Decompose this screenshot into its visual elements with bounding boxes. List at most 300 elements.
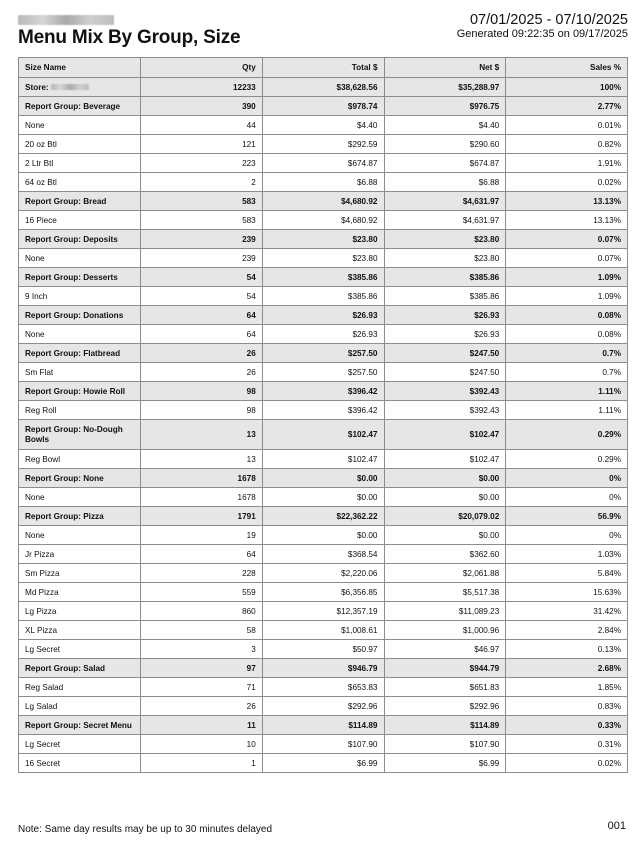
cell-total: [262, 401, 384, 420]
cell-total-text: $674.87: [347, 158, 378, 168]
cell-total: [262, 363, 384, 382]
cell-qty-text: 3: [251, 644, 256, 654]
cell-qty-text: 64: [246, 329, 256, 339]
cell-total-text: $0.00: [357, 530, 378, 540]
cell-sales-pct: [506, 545, 628, 564]
cell-qty-text: 10: [246, 739, 256, 749]
cell-sales-pct-text: 15.63%: [593, 587, 621, 597]
cell-qty-text: 64: [246, 549, 256, 559]
cell-net: [384, 450, 506, 469]
cell-size-name: [19, 325, 141, 344]
cell-qty-text: 12233: [232, 82, 256, 92]
cell-net: [384, 564, 506, 583]
cell-sales-pct: [506, 735, 628, 754]
cell-qty: [141, 363, 263, 382]
cell-qty-text: 98: [246, 405, 256, 415]
cell-sales-pct: [506, 154, 628, 173]
cell-sales-pct-text: 0.82%: [597, 139, 621, 149]
cell-total-text: $6.99: [357, 758, 378, 768]
cell-sales-pct-text: 0.83%: [597, 701, 621, 711]
cell-net-text: $23.80: [474, 234, 500, 244]
cell-total-text: $23.80: [352, 253, 378, 263]
cell-size-name: [19, 230, 141, 249]
cell-qty: [141, 173, 263, 192]
cell-sales-pct-text: 2.84%: [597, 625, 621, 635]
cell-qty-text: 54: [246, 272, 256, 282]
cell-total-text: $107.90: [347, 739, 378, 749]
cell-net: [384, 268, 506, 287]
cell-net: [384, 363, 506, 382]
cell-size-name: [19, 583, 141, 602]
cell-net-text: $102.47: [469, 454, 500, 464]
cell-size-name: [19, 211, 141, 230]
cell-qty: [141, 287, 263, 306]
cell-qty: [141, 420, 263, 450]
cell-total: [262, 564, 384, 583]
table-row: [19, 249, 628, 268]
cell-net-text: $2,061.88: [462, 568, 500, 578]
cell-qty-text: 2: [251, 177, 256, 187]
table-body: [19, 78, 628, 773]
cell-size-name-text: Lg Salad: [25, 701, 58, 711]
redacted-store-id: [51, 84, 89, 90]
cell-total-text: $26.93: [352, 310, 378, 320]
cell-qty: [141, 450, 263, 469]
cell-size-name-text: Report Group: Flatbread: [25, 348, 121, 358]
group-row: [19, 507, 628, 526]
cell-size-name: [19, 735, 141, 754]
cell-total: [262, 488, 384, 507]
cell-size-name-text: None: [25, 329, 45, 339]
cell-qty-text: 390: [242, 101, 256, 111]
table-row: [19, 526, 628, 545]
footer-note: Note: Same day results may be up to 30 minutes delayed: [18, 824, 273, 835]
cell-sales-pct-text: 0.31%: [597, 739, 621, 749]
cell-qty-text: 13: [246, 429, 256, 439]
cell-sales-pct: [506, 230, 628, 249]
table-row: [19, 401, 628, 420]
cell-sales-pct: [506, 192, 628, 211]
cell-total: [262, 211, 384, 230]
cell-qty: [141, 325, 263, 344]
cell-net: [384, 640, 506, 659]
menu-mix-table: [18, 57, 628, 773]
cell-net-text: $290.60: [469, 139, 500, 149]
group-row: [19, 97, 628, 116]
cell-total: [262, 583, 384, 602]
cell-sales-pct-text: 31.42%: [593, 606, 621, 616]
cell-size-name: [19, 716, 141, 735]
cell-qty: [141, 268, 263, 287]
cell-total: [262, 306, 384, 325]
cell-qty-text: 58: [246, 625, 256, 635]
cell-size-name: [19, 306, 141, 325]
cell-qty-text: 583: [242, 196, 256, 206]
cell-total-text: $946.79: [347, 663, 378, 673]
cell-total: [262, 97, 384, 116]
cell-size-name-text: Report Group: Deposits: [25, 234, 118, 244]
cell-total: [262, 754, 384, 773]
cell-net: [384, 249, 506, 268]
cell-net-text: $0.00: [478, 530, 500, 540]
table-row: [19, 697, 628, 716]
cell-sales-pct: [506, 116, 628, 135]
cell-net: [384, 306, 506, 325]
cell-qty-text: 44: [246, 120, 256, 130]
store-total-row: [19, 78, 628, 97]
cell-sales-pct-text: 0%: [609, 473, 621, 483]
cell-total-text: $4.40: [357, 120, 378, 130]
table-row: [19, 621, 628, 640]
cell-qty: [141, 344, 263, 363]
cell-size-name-text: Reg Roll: [25, 405, 57, 415]
cell-size-name-text: Report Group: Secret Menu: [25, 720, 132, 730]
cell-size-name: [19, 621, 141, 640]
cell-net-text: $385.86: [469, 291, 500, 301]
cell-size-name-text: None: [25, 530, 45, 540]
cell-total: [262, 325, 384, 344]
cell-qty: [141, 230, 263, 249]
cell-net-text: $102.47: [469, 429, 500, 439]
cell-size-name-text: Report Group: No-Dough Bowls: [25, 424, 123, 444]
cell-total-text: $50.97: [352, 644, 378, 654]
cell-sales-pct: [506, 583, 628, 602]
table-row: [19, 754, 628, 773]
cell-sales-pct-text: 1.91%: [597, 158, 621, 168]
cell-size-name-text: Store:: [25, 82, 49, 92]
cell-total-text: $385.86: [347, 272, 378, 282]
cell-net: [384, 526, 506, 545]
cell-sales-pct: [506, 602, 628, 621]
cell-total: [262, 469, 384, 488]
cell-qty: [141, 192, 263, 211]
cell-sales-pct-text: 13.13%: [593, 196, 621, 206]
cell-net-text: $976.75: [469, 101, 500, 111]
cell-net-text: $114.89: [470, 720, 500, 730]
cell-net: [384, 621, 506, 640]
cell-total: [262, 268, 384, 287]
cell-net-text: $35,288.97: [458, 82, 500, 92]
cell-qty-text: 239: [242, 253, 256, 263]
cell-net: [384, 716, 506, 735]
cell-size-name: [19, 344, 141, 363]
cell-size-name: [19, 382, 141, 401]
cell-net-text: $4.40: [478, 120, 500, 130]
cell-size-name-text: Md Pizza: [25, 587, 59, 597]
cell-sales-pct: [506, 249, 628, 268]
cell-size-name-text: None: [25, 120, 45, 130]
cell-sales-pct-text: 0.02%: [597, 177, 621, 187]
cell-size-name: [19, 507, 141, 526]
cell-total-text: $4,680.92: [341, 215, 378, 225]
cell-size-name: [19, 545, 141, 564]
cell-total-text: $0.00: [357, 492, 378, 502]
cell-size-name: [19, 488, 141, 507]
cell-size-name: [19, 192, 141, 211]
cell-qty: [141, 135, 263, 154]
cell-sales-pct-text: 0.08%: [597, 329, 621, 339]
cell-total-text: $978.74: [347, 101, 378, 111]
cell-qty-text: 64: [246, 310, 256, 320]
cell-sales-pct: [506, 173, 628, 192]
cell-sales-pct: [506, 420, 628, 450]
cell-total-text: $2,220.06: [341, 568, 378, 578]
cell-sales-pct-text: 0.07%: [597, 234, 621, 244]
report-header: [18, 12, 628, 52]
cell-size-name-text: Sm Pizza: [25, 568, 60, 578]
cell-qty: [141, 469, 263, 488]
cell-qty-text: 121: [242, 139, 256, 149]
cell-qty: [141, 401, 263, 420]
cell-total: [262, 678, 384, 697]
page-title: Menu Mix By Group, Size: [18, 27, 241, 48]
cell-sales-pct: [506, 401, 628, 420]
cell-sales-pct-text: 2.77%: [597, 101, 621, 111]
cell-net: [384, 230, 506, 249]
cell-sales-pct: [506, 640, 628, 659]
cell-total: [262, 735, 384, 754]
cell-total: [262, 420, 384, 450]
cell-sales-pct-text: 2.68%: [597, 663, 621, 673]
cell-size-name-text: Jr Pizza: [25, 549, 55, 559]
table-row: [19, 287, 628, 306]
cell-net: [384, 154, 506, 173]
column-header-qty: Qty: [141, 58, 263, 78]
cell-net: [384, 211, 506, 230]
column-header-size-name: Size Name: [19, 58, 141, 78]
cell-net: [384, 287, 506, 306]
table-row: [19, 116, 628, 135]
cell-net-text: $362.60: [469, 549, 500, 559]
column-header-sales-pct: Sales %: [506, 58, 628, 78]
cell-total: [262, 659, 384, 678]
cell-size-name: [19, 116, 141, 135]
cell-sales-pct: [506, 306, 628, 325]
group-row: [19, 192, 628, 211]
cell-size-name: [19, 287, 141, 306]
table-row: [19, 545, 628, 564]
cell-sales-pct: [506, 697, 628, 716]
cell-total: [262, 450, 384, 469]
cell-qty-text: 1678: [237, 492, 256, 502]
table-row: [19, 488, 628, 507]
cell-total-text: $385.86: [347, 291, 378, 301]
cell-net-text: $107.90: [469, 739, 500, 749]
cell-total: [262, 545, 384, 564]
cell-size-name: [19, 268, 141, 287]
cell-size-name-text: Lg Secret: [25, 739, 61, 749]
cell-total-text: $6,356.85: [341, 587, 378, 597]
table-row: [19, 602, 628, 621]
cell-sales-pct: [506, 382, 628, 401]
cell-sales-pct-text: 0.07%: [597, 253, 621, 263]
table-row: [19, 735, 628, 754]
cell-total-text: $292.59: [347, 139, 378, 149]
cell-qty-text: 239: [242, 234, 256, 244]
cell-total-text: $396.42: [347, 386, 378, 396]
cell-size-name-text: Report Group: Pizza: [25, 511, 104, 521]
cell-size-name: [19, 697, 141, 716]
table-row: [19, 173, 628, 192]
cell-size-name-text: Report Group: None: [25, 473, 104, 483]
cell-qty-text: 26: [246, 701, 256, 711]
group-row: [19, 716, 628, 735]
table-row: [19, 363, 628, 382]
cell-size-name-text: 20 oz Btl: [25, 139, 57, 149]
cell-total-text: $396.42: [347, 405, 378, 415]
cell-sales-pct: [506, 526, 628, 545]
cell-size-name-text: Lg Secret: [25, 644, 61, 654]
table-row: [19, 450, 628, 469]
group-row: [19, 306, 628, 325]
cell-size-name: [19, 78, 141, 97]
cell-net-text: $292.96: [469, 701, 500, 711]
cell-net-text: $23.80: [474, 253, 500, 263]
cell-size-name: [19, 602, 141, 621]
cell-sales-pct: [506, 97, 628, 116]
cell-net: [384, 135, 506, 154]
cell-qty-text: 223: [242, 158, 256, 168]
cell-net: [384, 325, 506, 344]
cell-size-name-text: Sm Flat: [25, 367, 54, 377]
table-row: [19, 135, 628, 154]
cell-sales-pct-text: 0%: [609, 492, 621, 502]
cell-qty: [141, 735, 263, 754]
cell-qty-text: 559: [242, 587, 256, 597]
cell-net: [384, 420, 506, 450]
cell-sales-pct-text: 0.7%: [602, 348, 621, 358]
cell-qty-text: 860: [242, 606, 256, 616]
cell-size-name: [19, 526, 141, 545]
cell-total: [262, 154, 384, 173]
cell-sales-pct-text: 0.7%: [602, 367, 621, 377]
cell-qty-text: 1678: [237, 473, 256, 483]
cell-qty: [141, 97, 263, 116]
cell-size-name: [19, 640, 141, 659]
cell-total-text: $6.88: [357, 177, 378, 187]
cell-size-name-text: None: [25, 253, 45, 263]
cell-net-text: $6.88: [478, 177, 500, 187]
cell-net: [384, 583, 506, 602]
cell-qty-text: 583: [242, 215, 256, 225]
cell-sales-pct: [506, 287, 628, 306]
cell-total: [262, 382, 384, 401]
group-row: [19, 268, 628, 287]
cell-size-name-text: Report Group: Salad: [25, 663, 106, 673]
cell-size-name-text: Reg Bowl: [25, 454, 61, 464]
cell-net-text: $4,631.97: [462, 215, 500, 225]
cell-qty: [141, 526, 263, 545]
cell-qty: [141, 78, 263, 97]
cell-size-name-text: Report Group: Desserts: [25, 272, 118, 282]
cell-qty-text: 13: [246, 454, 256, 464]
cell-sales-pct-text: 1.09%: [597, 291, 621, 301]
cell-total-text: $257.50: [347, 367, 378, 377]
cell-total-text: $1,008.61: [341, 625, 378, 635]
cell-net: [384, 697, 506, 716]
generated-timestamp: Generated 09:22:35 on 09/17/2025: [456, 28, 628, 40]
cell-size-name: [19, 135, 141, 154]
cell-net: [384, 78, 506, 97]
cell-qty: [141, 659, 263, 678]
group-row: [19, 230, 628, 249]
cell-sales-pct-text: 1.11%: [598, 386, 621, 396]
cell-qty: [141, 564, 263, 583]
cell-total: [262, 287, 384, 306]
cell-net-text: $651.83: [469, 682, 500, 692]
cell-total-text: $38,628.56: [336, 82, 378, 92]
cell-qty: [141, 507, 263, 526]
cell-size-name: [19, 154, 141, 173]
date-range: 07/01/2025 - 07/10/2025: [469, 12, 628, 28]
cell-qty: [141, 640, 263, 659]
cell-sales-pct: [506, 469, 628, 488]
cell-qty: [141, 306, 263, 325]
cell-qty-text: 228: [242, 568, 256, 578]
cell-net: [384, 507, 506, 526]
cell-sales-pct: [506, 507, 628, 526]
cell-net-text: $11,089.23: [458, 606, 500, 616]
cell-size-name-text: 16 Secret: [25, 758, 61, 768]
cell-total-text: $102.47: [347, 429, 378, 439]
cell-size-name: [19, 249, 141, 268]
cell-sales-pct-text: 13.13%: [593, 215, 621, 225]
cell-net-text: $247.50: [469, 367, 500, 377]
cell-qty: [141, 678, 263, 697]
cell-qty: [141, 716, 263, 735]
cell-qty: [141, 211, 263, 230]
cell-net: [384, 192, 506, 211]
cell-total-text: $22,362.22: [336, 511, 378, 521]
cell-qty: [141, 697, 263, 716]
redacted-store-name: [18, 15, 114, 25]
cell-total-text: $292.96: [347, 701, 378, 711]
cell-net: [384, 754, 506, 773]
cell-net-text: $392.43: [469, 405, 500, 415]
cell-qty-text: 11: [247, 720, 256, 730]
cell-net-text: $1,000.96: [462, 625, 500, 635]
cell-sales-pct-text: 0%: [609, 530, 621, 540]
cell-qty-text: 1: [251, 758, 256, 768]
cell-size-name: [19, 97, 141, 116]
cell-net: [384, 545, 506, 564]
cell-net: [384, 344, 506, 363]
cell-sales-pct: [506, 659, 628, 678]
cell-sales-pct-text: 0.13%: [597, 644, 621, 654]
cell-sales-pct: [506, 450, 628, 469]
cell-size-name: [19, 363, 141, 382]
cell-size-name: [19, 401, 141, 420]
cell-size-name: [19, 754, 141, 773]
cell-sales-pct: [506, 564, 628, 583]
group-row: [19, 382, 628, 401]
cell-sales-pct: [506, 344, 628, 363]
cell-size-name-text: Report Group: Bread: [25, 196, 107, 206]
cell-qty: [141, 116, 263, 135]
cell-total: [262, 78, 384, 97]
cell-qty: [141, 545, 263, 564]
column-header-total: Total $: [262, 58, 384, 78]
cell-size-name-text: Report Group: Howie Roll: [25, 386, 126, 396]
cell-total: [262, 135, 384, 154]
cell-net: [384, 488, 506, 507]
cell-net-text: $46.97: [474, 644, 500, 654]
cell-size-name-text: Lg Pizza: [25, 606, 57, 616]
cell-net-text: $6.99: [478, 758, 500, 768]
cell-size-name-text: Reg Salad: [25, 682, 64, 692]
cell-net-text: $247.50: [469, 348, 500, 358]
cell-net: [384, 469, 506, 488]
